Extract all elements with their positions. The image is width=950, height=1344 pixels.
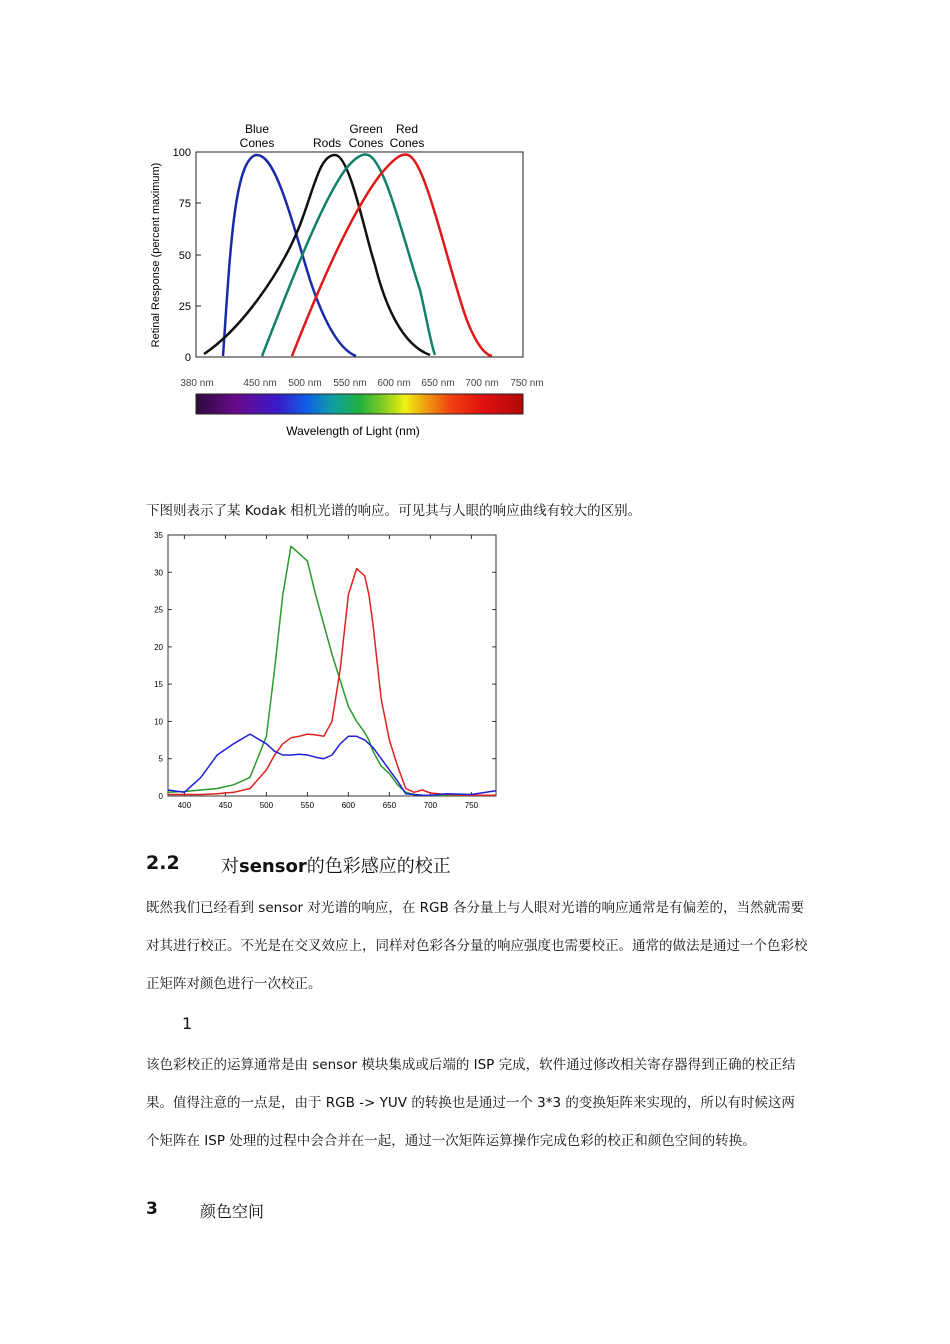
wavelength-tick-label: 600 nm bbox=[377, 378, 411, 389]
paragraph-1: 既然我们已经看到 sensor 对光谱的响应，在 RGB 各分量上与人眼对光谱的响应通常是有偏差的，当然就需要对其进行校正。不光是在交叉效应上，同样对色彩各分量的响应强度也需要校正。通常的做法是通过一个色彩校正矩阵对颜色进行一次校正。 bbox=[146, 900, 808, 992]
y-tick-label: 30 bbox=[154, 568, 163, 578]
equation-number: 1 bbox=[182, 1014, 193, 1033]
y-tick-label: 15 bbox=[154, 680, 163, 690]
series-line-1 bbox=[168, 546, 496, 795]
wavelength-tick-label: 380 nm bbox=[180, 378, 214, 389]
series-line-2 bbox=[168, 569, 496, 796]
retinal-response-figure bbox=[140, 115, 560, 445]
wavelength-tick-label: 750 nm bbox=[510, 378, 544, 389]
x-tick-label: 700 bbox=[423, 801, 438, 810]
x-tick-label: 650 bbox=[382, 801, 397, 810]
green-cones-label-line2: Cones bbox=[348, 136, 384, 150]
x-tick-label: 450 bbox=[218, 801, 233, 810]
section-title-suffix: 的色彩感应的校正 bbox=[306, 856, 451, 877]
x-tick-label: 750 bbox=[464, 801, 479, 810]
rods-curve bbox=[204, 155, 430, 355]
green-cones-label-line1: Green bbox=[349, 122, 383, 136]
spectrum-bar bbox=[196, 394, 523, 414]
section-number: 2.2 bbox=[146, 852, 180, 874]
section-title bbox=[221, 852, 451, 878]
series-line-3 bbox=[168, 734, 496, 795]
section-title-bold: sensor bbox=[239, 856, 307, 877]
wavelength-tick-label: 500 nm bbox=[288, 378, 322, 389]
x-tick-label: 400 bbox=[177, 801, 192, 810]
red-cones-curve bbox=[292, 155, 492, 356]
y-tick-label: 10 bbox=[154, 717, 163, 727]
paragraph-2: 该色彩校正的运算通常是由 sensor 模块集成或后端的 ISP 完成，软件通过修改相关寄存器得到正确的校正结果。值得注意的一点是，由于 RGB -> YUV 的转换也是通过一个 3*3 的变换矩阵来实现的，所以有时候这两个矩阵在 ISP 处理的过程中会合并在一起，通过一次矩阵运算操作完成色彩的校正和颜色空间的转换。 bbox=[146, 1057, 796, 1149]
y-tick-label: 75 bbox=[178, 198, 191, 210]
y-tick-label: 25 bbox=[154, 605, 163, 615]
intro-text: 下图则表示了某 Kodak 相机光谱的响应。可见其与人眼的响应曲线有较大的区别。 bbox=[146, 503, 642, 519]
wavelength-tick-label: 450 nm bbox=[243, 378, 277, 389]
wavelength-tick-label: 550 nm bbox=[333, 378, 367, 389]
x-tick-label: 550 bbox=[300, 801, 315, 810]
y-tick-label: 0 bbox=[184, 352, 191, 364]
y-tick-label: 100 bbox=[172, 147, 191, 159]
green-cones-curve bbox=[262, 155, 435, 356]
x-axis-label: Wavelength of Light (nm) bbox=[286, 424, 420, 438]
y-tick-label: 5 bbox=[158, 754, 163, 764]
blue-cones-label-line1: Blue bbox=[244, 122, 270, 136]
rods-label: Rods bbox=[312, 136, 342, 150]
wavelength-tick-label: 700 nm bbox=[465, 378, 499, 389]
kodak-spectral-chart bbox=[140, 526, 510, 816]
y-axis-label: Retinal Response (percent maximum) bbox=[150, 162, 162, 348]
y-tick-label: 35 bbox=[154, 531, 163, 540]
red-cones-label-line1: Red bbox=[395, 122, 419, 136]
y-tick-label: 50 bbox=[178, 250, 191, 262]
plot-frame bbox=[196, 152, 523, 357]
blue-cones-label-line2: Cones bbox=[239, 136, 275, 150]
x-tick-label: 600 bbox=[341, 801, 356, 810]
wavelength-tick-label: 650 nm bbox=[421, 378, 455, 389]
red-cones-label-line2: Cones bbox=[389, 136, 425, 150]
y-tick-label: 0 bbox=[158, 792, 163, 801]
section-3-title: 颜色空间 bbox=[200, 1202, 265, 1221]
y-tick-label: 20 bbox=[154, 642, 163, 652]
x-tick-label: 500 bbox=[259, 801, 274, 810]
section-title-prefix: 对 bbox=[221, 856, 239, 877]
y-tick-label: 25 bbox=[178, 301, 191, 313]
chart-frame bbox=[168, 535, 496, 796]
section-3-number: 3 bbox=[146, 1199, 158, 1219]
